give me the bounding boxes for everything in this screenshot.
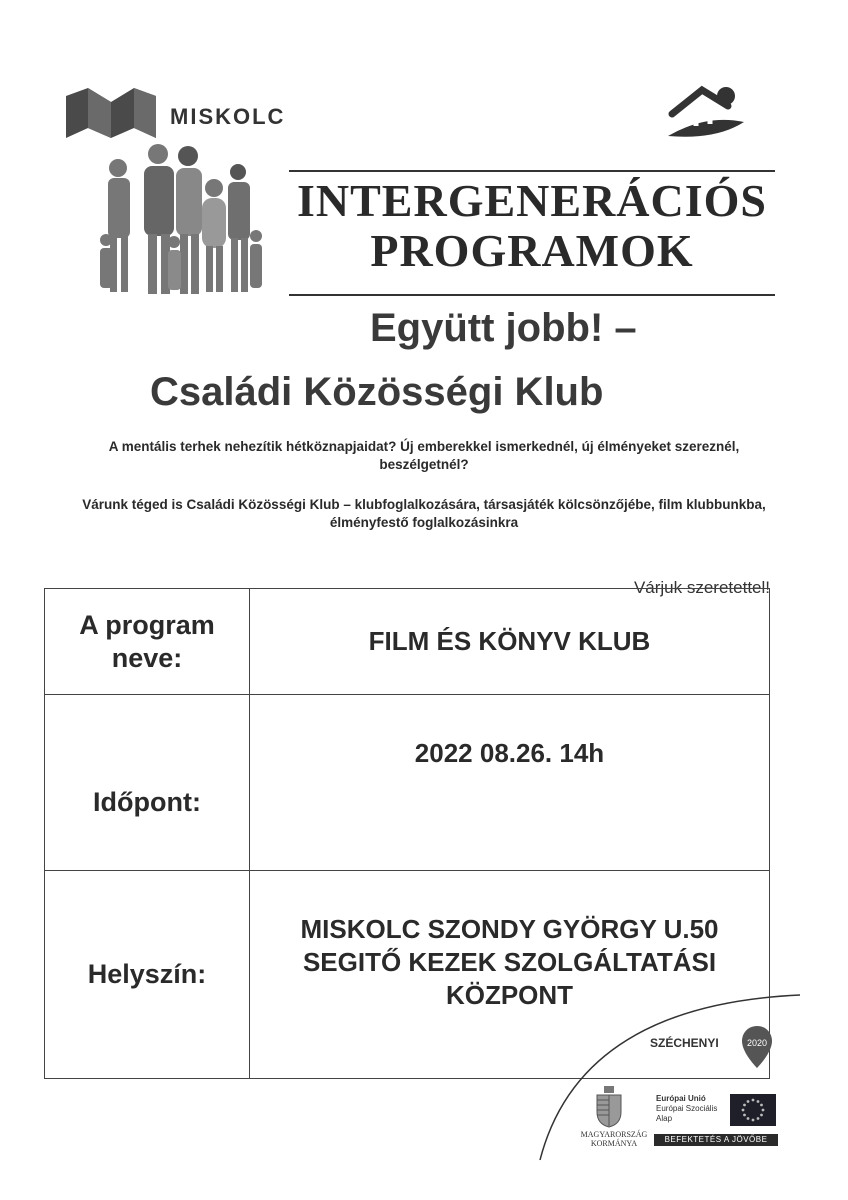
value-line: 2022 08.26. 14h bbox=[414, 738, 605, 768]
eu-line: Európai Szociális bbox=[656, 1104, 718, 1113]
page-title bbox=[289, 176, 775, 276]
value-line: SEGITŐ KEZEK SZOLGÁLTATÁSI bbox=[302, 947, 717, 977]
intro-p2-line-2: élményfestő foglalkozásinkra bbox=[329, 515, 519, 530]
title-top-rule bbox=[289, 170, 775, 172]
program-name-label bbox=[45, 589, 250, 695]
title-line-1: INTERGENERÁCIÓS bbox=[297, 175, 767, 226]
eu-line: Európai Unió bbox=[656, 1094, 706, 1103]
program-name-value bbox=[250, 589, 770, 695]
intro-p2-line-1: Várunk téged is Családi Közösségi Klub – klubfoglalkozására, társasjáték kölcsönzőjébe, film klubbunkba, bbox=[82, 497, 766, 512]
title-bottom-rule bbox=[289, 294, 775, 296]
headline-line-1: Együtt jobb! – bbox=[370, 306, 637, 350]
eu-line: Alap bbox=[656, 1114, 673, 1123]
label-line: A program bbox=[79, 609, 215, 640]
city-logo-text: MISKOLC bbox=[170, 104, 286, 129]
family-illustration bbox=[96, 132, 266, 300]
miskolc-logo-icon bbox=[66, 88, 156, 138]
value-line: MISKOLC SZONDY GYÖRGY U.50 bbox=[300, 914, 719, 944]
date-value bbox=[250, 695, 770, 871]
label-line: Időpont: bbox=[93, 786, 201, 817]
eu-slogan-band: BEFEKTETÉS A JÖVŐBE bbox=[654, 1134, 778, 1146]
szechenyi-logo-text: SZÉCHENYI bbox=[650, 1036, 719, 1050]
eu-flag-icon bbox=[730, 1094, 776, 1126]
szechenyi-pin-icon bbox=[740, 1024, 774, 1070]
intro-paragraph-1 bbox=[74, 438, 774, 474]
location-label bbox=[45, 871, 250, 1079]
value-line: KÖZPONT bbox=[445, 980, 574, 1010]
table-row bbox=[45, 589, 770, 695]
label-line: Helyszín: bbox=[87, 959, 207, 989]
hungarian-crest-icon bbox=[594, 1086, 624, 1128]
program-logo-icon bbox=[666, 84, 746, 142]
label-line: neve: bbox=[111, 642, 183, 673]
headline-line-2: Családi Közösségi Klub bbox=[150, 370, 604, 414]
intro-p1-line-2: beszélgetnél? bbox=[379, 457, 469, 472]
gov-line: KORMÁNYA bbox=[590, 1139, 638, 1148]
intro-paragraph-2 bbox=[74, 496, 774, 532]
government-text bbox=[574, 1130, 654, 1148]
gov-line: MAGYARORSZÁG bbox=[580, 1130, 648, 1139]
eu-text bbox=[656, 1094, 717, 1124]
date-label bbox=[45, 695, 250, 871]
szechenyi-year: 2020 bbox=[746, 1038, 768, 1048]
value-line: FILM ÉS KÖNYV KLUB bbox=[368, 626, 651, 656]
table-row bbox=[45, 695, 770, 871]
intro-p1-line-1: A mentális terhek nehezítik hétköznapjaidat? Új emberekkel ismerkednél, új élményeket szereznél, bbox=[108, 439, 740, 454]
welcome-text: Várjuk szeretettel! bbox=[633, 578, 770, 597]
title-line-2: PROGRAMOK bbox=[370, 225, 694, 276]
